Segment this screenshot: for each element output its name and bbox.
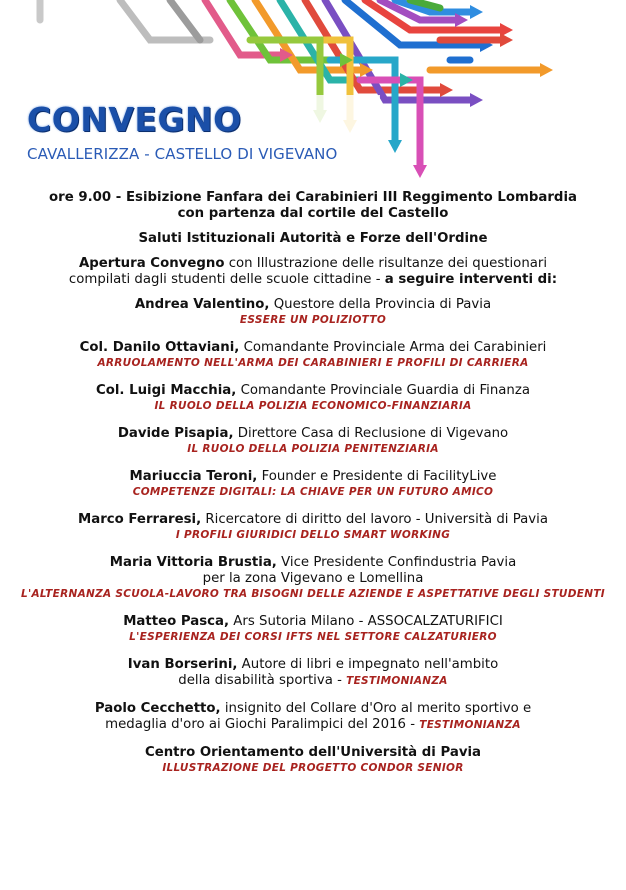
intro-bold-2: a seguire interventi di: <box>384 272 558 287</box>
opening-text-1: Esibizione Fanfara dei Carabinieri III Reggimento Lombardia <box>125 190 577 205</box>
speaker-item <box>0 614 626 645</box>
opening-time: ore 9.00 - <box>49 190 122 205</box>
speaker-talk: IL RUOLO DELLA POLIZIA ECONOMICO-FINANZIARIA <box>154 400 472 412</box>
intro-line-2 <box>0 272 626 288</box>
speaker-item <box>0 426 626 457</box>
speaker-name: Centro Orientamento dell'Università di Pavia <box>144 745 482 760</box>
speaker-talk: ESSERE UN POLIZIOTTO <box>239 314 387 326</box>
speaker-name: Col. Danilo Ottaviani, <box>79 340 240 355</box>
speaker-item <box>0 512 626 543</box>
speaker-name: Ivan Borserini, <box>127 657 238 672</box>
speaker-role: Questore della Provincia di Pavia <box>269 297 492 312</box>
speaker-name: Col. Luigi Macchia, <box>95 383 237 398</box>
event-title: CONVEGNO <box>27 100 242 139</box>
speaker-item <box>0 383 626 414</box>
speaker-role: insignito del Collare d'Oro al merito sportivo e <box>220 701 532 716</box>
speaker-role-2: per la zona Vigevano e Lomellina <box>202 571 424 586</box>
intro-line-1 <box>0 256 626 272</box>
intro-text-1: con Illustrazione delle risultanze dei questionari <box>224 256 548 271</box>
opening-block <box>0 190 626 222</box>
greetings-line: Saluti Istituzionali Autorità e Forze dell'Ordine <box>138 231 488 246</box>
speaker-name: Maria Vittoria Brustia, <box>109 555 277 570</box>
speaker-role: Ars Sutoria Milano - ASSOCALZATURIFICI <box>229 614 503 629</box>
speaker-talk: L'ESPERIENZA DEI CORSI IFTS NEL SETTORE CALZATURIERO <box>129 631 497 643</box>
speaker-item <box>0 340 626 371</box>
speaker-role: Direttore Casa di Reclusione di Vigevano <box>233 426 509 441</box>
speaker-name: Marco Ferraresi, <box>77 512 202 527</box>
speaker-item <box>0 657 626 689</box>
speaker-item <box>0 701 626 733</box>
greetings-block <box>0 231 626 247</box>
intro-block <box>0 256 626 288</box>
speaker-role: Comandante Provinciale Arma dei Carabinieri <box>239 340 547 355</box>
testimonial-tag: TESTIMONIANZA <box>346 675 448 687</box>
speaker-name: Mariuccia Teroni, <box>129 469 258 484</box>
speaker-talk: IL RUOLO DELLA POLIZIA PENITENZIARIA <box>187 443 439 455</box>
speaker-talk: ARRUOLAMENTO NELL'ARMA DEI CARABINIERI E PROFILI DI CARRIERA <box>97 357 529 369</box>
speaker-name: Davide Pisapia, <box>117 426 234 441</box>
speaker-role-2: medaglia d'oro ai Giochi Paralimpici del 2016 - <box>105 717 420 732</box>
speaker-role-2: della disabilità sportiva - <box>178 673 347 688</box>
speaker-item <box>0 297 626 328</box>
opening-line-1 <box>0 190 626 206</box>
event-venue: CAVALLERIZZA - CASTELLO DI VIGEVANO <box>27 145 338 163</box>
speaker-talk: L'ALTERNANZA SCUOLA-LAVORO TRA BISOGNI DELLE AZIENDE E ASPETTATIVE DEGLI STUDENTI <box>20 588 605 600</box>
speaker-item <box>0 469 626 500</box>
intro-text-2: compilati dagli studenti delle scuole cittadine - <box>68 272 385 287</box>
speaker-talk: I PROFILI GIURIDICI DELLO SMART WORKING <box>175 529 451 541</box>
speaker-name: Paolo Cecchetto, <box>94 701 221 716</box>
speaker-name: Matteo Pasca, <box>123 614 230 629</box>
speaker-talk: COMPETENZE DIGITALI: LA CHIAVE PER UN FUTURO AMICO <box>132 486 494 498</box>
testimonial-tag: TESTIMONIANZA <box>419 719 521 731</box>
speaker-role: Founder e Presidente di FacilityLive <box>257 469 497 484</box>
intro-bold: Apertura Convegno <box>78 256 225 271</box>
speaker-talk: ILLUSTRAZIONE DEL PROGETTO CONDOR SENIOR <box>162 762 464 774</box>
opening-line-2: con partenza dal cortile del Castello <box>177 206 449 221</box>
speaker-role: Ricercatore di diritto del lavoro - Università di Pavia <box>201 512 548 527</box>
speaker-item <box>0 555 626 602</box>
speaker-item <box>0 745 626 776</box>
speaker-role: Vice Presidente Confindustria Pavia <box>276 555 517 570</box>
program-list <box>0 190 626 788</box>
header-banner <box>0 0 626 185</box>
speaker-role: Autore di libri e impegnato nell'ambito <box>237 657 499 672</box>
speaker-name: Andrea Valentino, <box>134 297 270 312</box>
speaker-role: Comandante Provinciale Guardia di Finanza <box>236 383 530 398</box>
